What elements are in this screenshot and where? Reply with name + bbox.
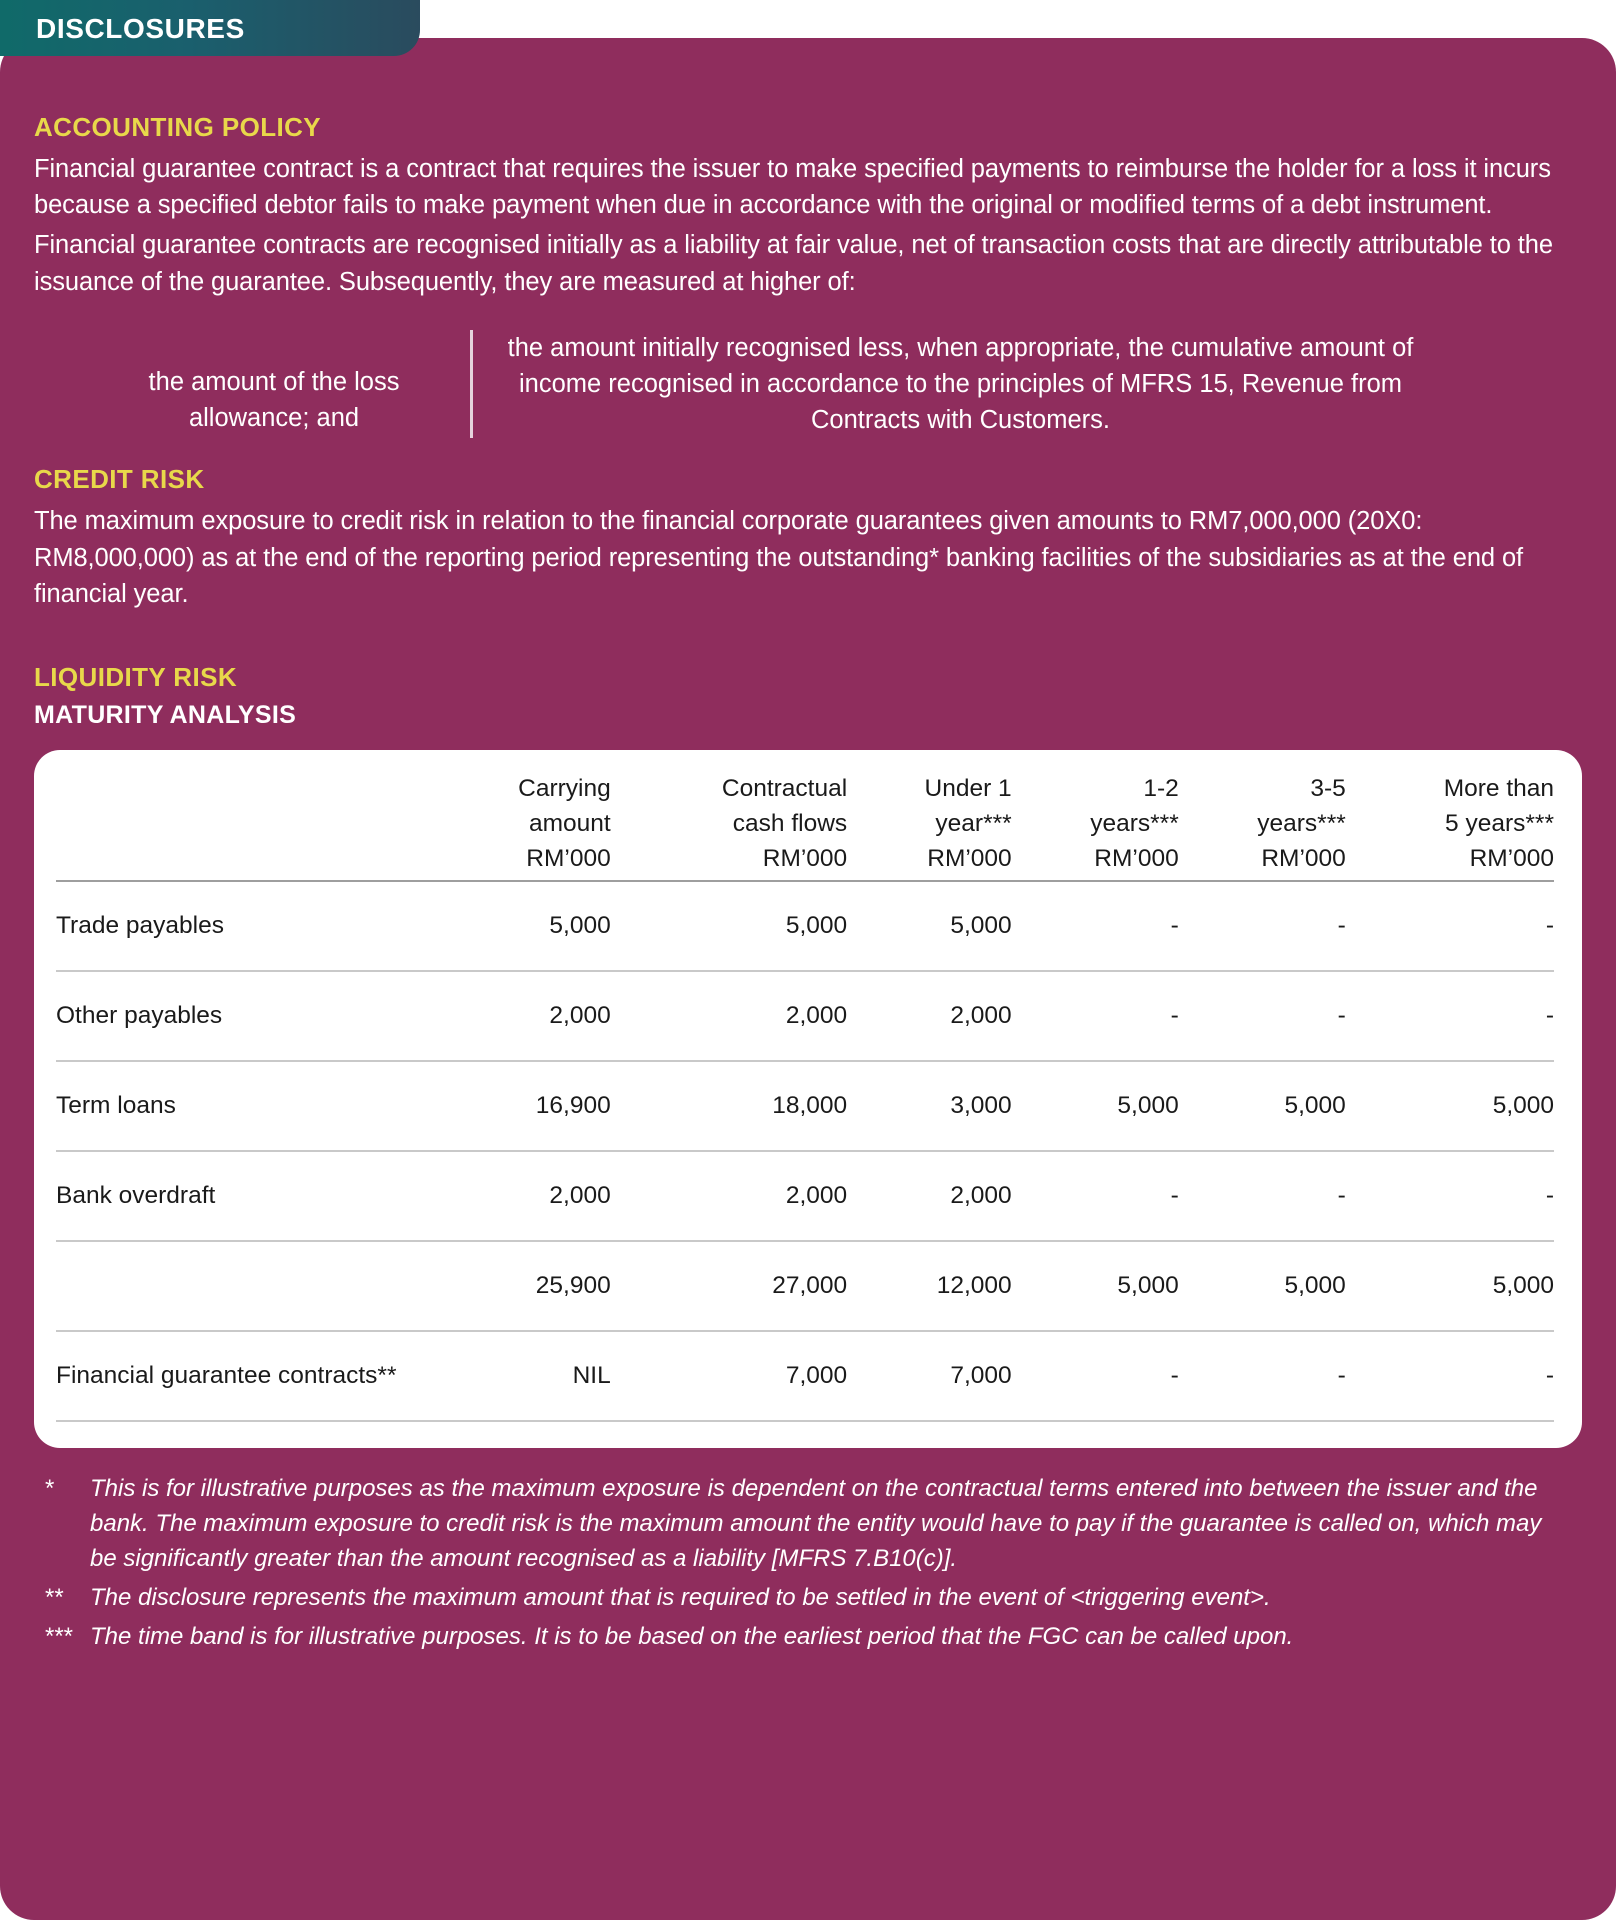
maturity-analysis-table-card: [34, 750, 1582, 1448]
table-cell-value: 5,000: [1179, 1241, 1346, 1331]
table-header-cell: [1179, 772, 1346, 881]
table-header-line: amount: [529, 809, 611, 837]
table-cell-value: 3,000: [847, 1061, 1012, 1151]
table-header-line: Under 1: [924, 775, 1012, 803]
table-header-line: Contractual: [721, 775, 848, 803]
table-cell-value: -: [1012, 1331, 1179, 1421]
table-cell-value: -: [1012, 971, 1179, 1061]
liquidity-risk-heading: LIQUIDITY RISK: [34, 662, 238, 693]
table-header-line: 1-2: [1143, 775, 1179, 803]
table-header-line: year***: [935, 809, 1012, 837]
accounting-policy-paragraph-2: Financial guarantee contracts are recognised initially as a liability at fair value, net of transaction costs that are directly attributable to the issuance of the guarantee. Subsequently, they are measured at higher of:: [34, 231, 1553, 296]
table-row: [56, 971, 1554, 1061]
table-header-cell: [1346, 772, 1554, 881]
table-row-label: Financial guarantee contracts**: [56, 1331, 436, 1421]
tab-title: DISCLOSURES: [36, 13, 245, 44]
disclosures-tab: [0, 0, 420, 56]
measurement-option-left: the amount of the loss allowance; and: [148, 368, 400, 433]
table-header-line: RM’000: [1261, 844, 1346, 872]
footnote-text: The disclosure represents the maximum amount that is required to be settled in the event of <triggering event>.: [90, 1583, 1271, 1611]
table-cell-value: -: [1012, 881, 1179, 971]
liquidity-risk-section: [34, 662, 1582, 730]
table-header-line: years***: [1090, 809, 1179, 837]
footnote-marker: *: [44, 1475, 54, 1503]
table-header-line: RM’000: [927, 844, 1012, 872]
table-cell-value: -: [1346, 881, 1554, 971]
credit-risk-section: [34, 464, 1582, 612]
disclosures-panel: [0, 38, 1616, 1920]
measurement-option-right: the amount initially recognised less, when appropriate, the cumulative amount of income recognised in accordance to the principles of MFRS 15, Revenue from Contracts with Customers.: [507, 333, 1414, 435]
credit-risk-heading: CREDIT RISK: [34, 464, 205, 495]
table-row: [56, 1061, 1554, 1151]
table-cell-value: 25,900: [436, 1241, 611, 1331]
table-header-line: More than: [1443, 775, 1554, 803]
table-header-line: [56, 807, 436, 842]
table-cell-value: 5,000: [611, 881, 847, 971]
table-header-line: years***: [1257, 809, 1346, 837]
table-cell-value: 2,000: [847, 971, 1012, 1061]
table-header-line: 5 years***: [1445, 809, 1554, 837]
table-cell-value: -: [1346, 1151, 1554, 1241]
table-cell-value: -: [1346, 1331, 1554, 1421]
table-header-blank: [56, 772, 436, 881]
table-header-cell: [847, 772, 1012, 881]
table-cell-value: 5,000: [1012, 1061, 1179, 1151]
table-cell-value: -: [1179, 1151, 1346, 1241]
vertical-divider: [470, 330, 473, 439]
footnote-marker: ***: [44, 1622, 73, 1650]
table-cell-value: 7,000: [611, 1331, 847, 1421]
table-header-cell: [611, 772, 847, 881]
measurement-comparison: [34, 330, 1582, 439]
table-header-line: cash flows: [732, 809, 848, 837]
table-row-label: Term loans: [56, 1061, 436, 1151]
table-cell-value: 2,000: [847, 1151, 1012, 1241]
table-row-label: Trade payables: [56, 881, 436, 971]
footnote: [44, 1620, 1562, 1655]
table-row-label: Bank overdraft: [56, 1151, 436, 1241]
table-cell-value: 27,000: [611, 1241, 847, 1331]
footnote-marker: **: [44, 1583, 63, 1611]
table-header-line: Carrying: [518, 775, 611, 803]
table-cell-value: 2,000: [436, 1151, 611, 1241]
table-cell-value: 7,000: [847, 1331, 1012, 1421]
table-cell-value: 2,000: [436, 971, 611, 1061]
table-header-line: 3-5: [1310, 775, 1346, 803]
table-row: [56, 1331, 1554, 1421]
table-cell-value: 2,000: [611, 1151, 847, 1241]
table-header-line: RM’000: [1094, 844, 1179, 872]
accounting-policy-paragraph-1: Financial guarantee contract is a contract that requires the issuer to make specified payments to reimburse the holder for a loss it incurs because a specified debtor fails to make payment when due in accordance with the original or modified terms of a debt instrument.: [34, 155, 1551, 220]
table-header-line: RM’000: [1469, 844, 1554, 872]
credit-risk-paragraph: The maximum exposure to credit risk in relation to the financial corporate guarantees given amounts to RM7,000,000 (20X0: RM8,000,000) as at the end of the reporting period representing the outstanding* banking facilities of the subsidiaries as at the end of financial year.: [34, 507, 1524, 608]
table-cell-value: NIL: [436, 1331, 611, 1421]
table-row: [56, 881, 1554, 971]
accounting-policy-section: [34, 112, 1582, 438]
table-row: [56, 1151, 1554, 1241]
table-cell-value: 16,900: [436, 1061, 611, 1151]
table-cell-value: 5,000: [1346, 1061, 1554, 1151]
table-cell-value: -: [1012, 1151, 1179, 1241]
table-cell-value: 12,000: [847, 1241, 1012, 1331]
footnote: [44, 1472, 1562, 1576]
table-row-label: Other payables: [56, 971, 436, 1061]
table-body: [56, 881, 1554, 1421]
table-cell-value: 5,000: [847, 881, 1012, 971]
table-cell-value: 5,000: [1012, 1241, 1179, 1331]
table-cell-value: 18,000: [611, 1061, 847, 1151]
table-cell-value: 2,000: [611, 971, 847, 1061]
table-header-cell: [436, 772, 611, 881]
maturity-analysis-subheading: MATURITY ANALYSIS: [34, 701, 297, 730]
table-row: [56, 1241, 1554, 1331]
accounting-policy-heading: ACCOUNTING POLICY: [34, 112, 322, 142]
table-cell-value: 5,000: [436, 881, 611, 971]
table-header-cell: [1012, 772, 1179, 881]
table-cell-value: -: [1179, 1331, 1346, 1421]
maturity-analysis-table: [56, 772, 1554, 1422]
table-cell-value: -: [1179, 971, 1346, 1061]
footnote: [44, 1581, 1562, 1616]
table-header-row: [56, 772, 1554, 881]
table-header-line: RM’000: [762, 844, 848, 872]
table-cell-value: 5,000: [1346, 1241, 1554, 1331]
table-cell-value: -: [1179, 881, 1346, 971]
table-row-label: [56, 1241, 436, 1331]
footnotes: [34, 1472, 1582, 1654]
footnote-text: This is for illustrative purposes as the maximum exposure is dependent on the contractual terms entered into between the issuer and the bank. The maximum exposure to credit risk is the maximum amount the entity would have to pay if the guarantee is called on, which may be significantly greater than the amount recognised as a liability [MFRS 7.B10(c)].: [90, 1475, 1542, 1572]
table-header-line: [56, 772, 436, 807]
table-cell-value: 5,000: [1179, 1061, 1346, 1151]
table-header-line: RM’000: [526, 844, 611, 872]
table-head: [56, 772, 1554, 881]
table-header-line: [56, 842, 436, 877]
footnote-text: The time band is for illustrative purposes. It is to be based on the earliest period that the FGC can be called upon.: [90, 1622, 1294, 1650]
table-cell-value: -: [1346, 971, 1554, 1061]
